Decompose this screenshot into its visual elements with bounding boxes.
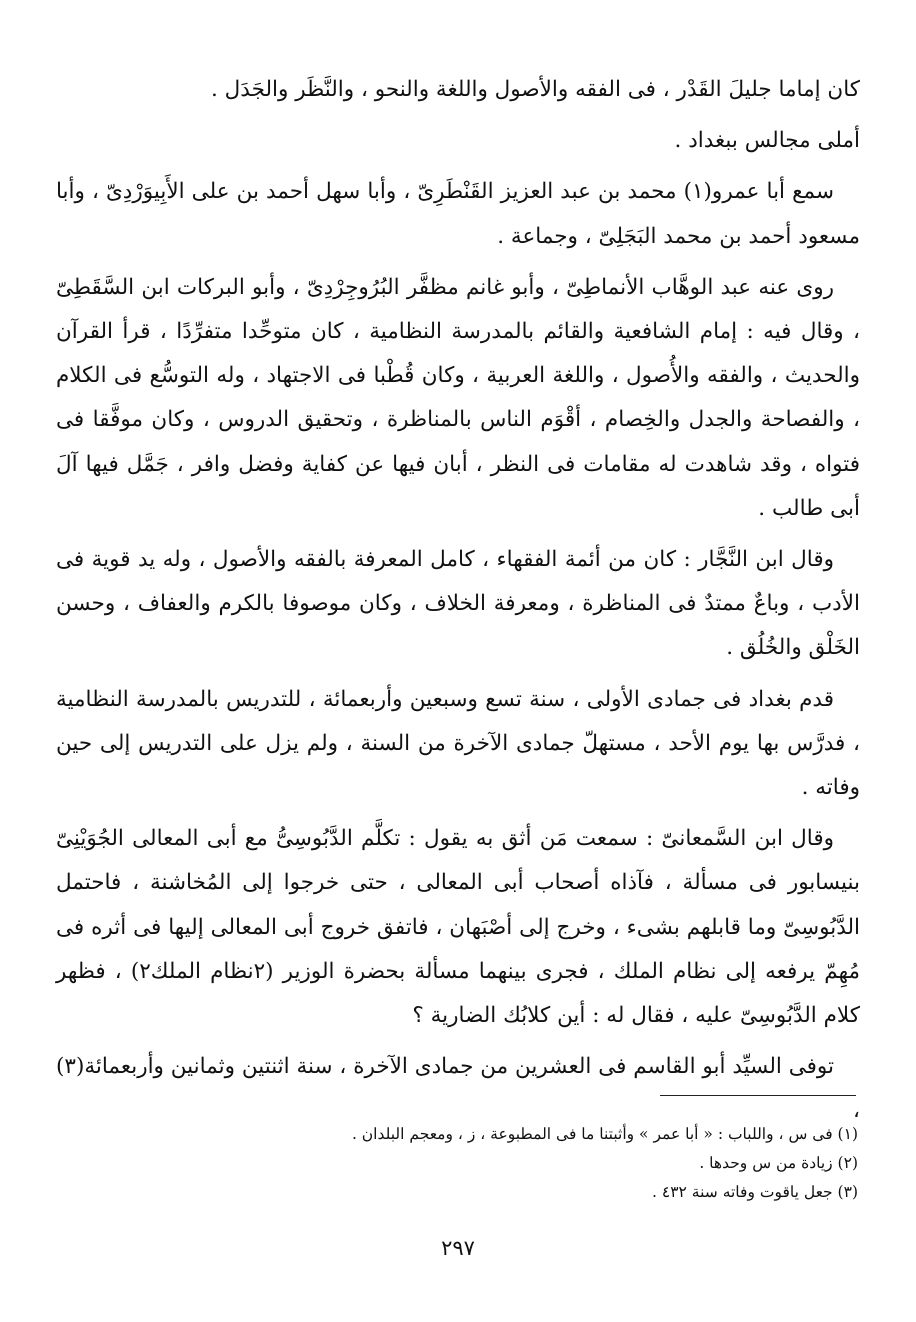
footnote-3: (٣) جعل ياقوت وفاته سنة ٤٣٢ . xyxy=(652,1183,858,1201)
paragraph-7: وقال ابن السَّمعانىّ : سمعت مَن أثق به يقول : تكلَّم الدَّبُوسِىُّ مع أبى المعالى الجُوَيْنِىّ بنيسابور فى مسألة ، فآذاه أصحاب أبى المعالى ، حتى خرجوا إلى المُخاشنة ، فاحتمل الدَّبُوسِىّ وما قابلهم بشىء ، وخرج إلى أصْبَهان ، فاتفق خروج أبى المعالى إليها فى أثره فى مُهِمّ يرفعه إلى نظام الملك ، فجرى بينهما مسألة بحضرة الوزير (٢نظام الملك٢) ، فظهر كلام الدَّبُوسِىّ عليه ، فقال له : أين كلابُك الضارية ؟ xyxy=(56,826,860,1029)
paragraph-6: قدم بغداد فى جمادى الأولى ، سنة تسع وسبعين وأربعمائة ، للتدريس بالمدرسة النظامية ، فدرَّس بها يوم الأحد ، مستهلّ جمادى الآخرة من السنة ، ولم يزل على التدريس إلى حين وفاته . xyxy=(56,686,860,801)
page-number: ٢٩٧ xyxy=(441,1236,475,1260)
paragraph-5: وقال ابن النَّجَّار : كان من أئمة الفقهاء ، كامل المعرفة بالفقه والأصول ، وله يد قوية فى الأدب ، وباعٌ ممتدٌ فى المناظرة ، ومعرفة الخلاف ، وكان موصوفا بالكرم والعفاف ، وحسن الخَلْق والخُلُق . xyxy=(56,547,860,661)
paragraph-4: روى عنه عبد الوهَّاب الأنماطِىّ ، وأبو غانم مظفَّر البُرُوجِرْدِىّ ، وأبو البركات ابن السَّقَطِىّ ، وقال فيه : إمام الشافعية والقائم بالمدرسة النظامية ، كان متوحِّدا متفرِّدًا ، قرأ القرآن والحديث ، والفقه والأُصول ، واللغة العربية ، وكان قُطْبا فى الاجتهاد ، وله التوسُّع فى الكلام ، والفصاحة والجدل والخِصام ، أقْوَم الناس بالمناظرة ، وتحقيق الدروس ، وكان موفَّقا فى فتواه ، وقد شاهدت له مقامات فى النظر ، أبان فيها عن كفاية وفضل وافر ، جَمَّل فيها آلَ أبى طالب . xyxy=(56,274,860,521)
paragraph-8: توفى السيِّد أبو القاسم فى العشرين من جمادى الآخرة ، سنة اثنتين وثمانين وأربعمائة(٣) ، xyxy=(56,1054,860,1124)
paragraph-3: سمع أبا عمرو(١) محمد بن عبد العزيز القَنْطَرِىّ ، وأبا سهل أحمد بن على الأَبِيوَرْدِىّ ، وأبا مسعود أحمد بن محمد البَجَلِىّ ، وجماعة . xyxy=(56,179,860,249)
footnote-1: (١) فى س ، واللباب : « أبا عمر » وأثبتنا ما فى المطبوعة ، ز ، ومعجم البلدان . xyxy=(351,1125,858,1143)
main-text xyxy=(56,68,860,1141)
footnotes xyxy=(58,1120,858,1207)
paragraph-2: أملى مجالس ببغداد . xyxy=(674,128,860,154)
footnote-2: (٢) زيادة من س وحدها . xyxy=(699,1154,858,1172)
footnote-divider xyxy=(660,1095,856,1096)
paragraph-1: كان إماما جليلَ القَدْر ، فى الفقه والأصول واللغة والنحو ، والنَّظَر والجَدَل . xyxy=(211,77,860,102)
